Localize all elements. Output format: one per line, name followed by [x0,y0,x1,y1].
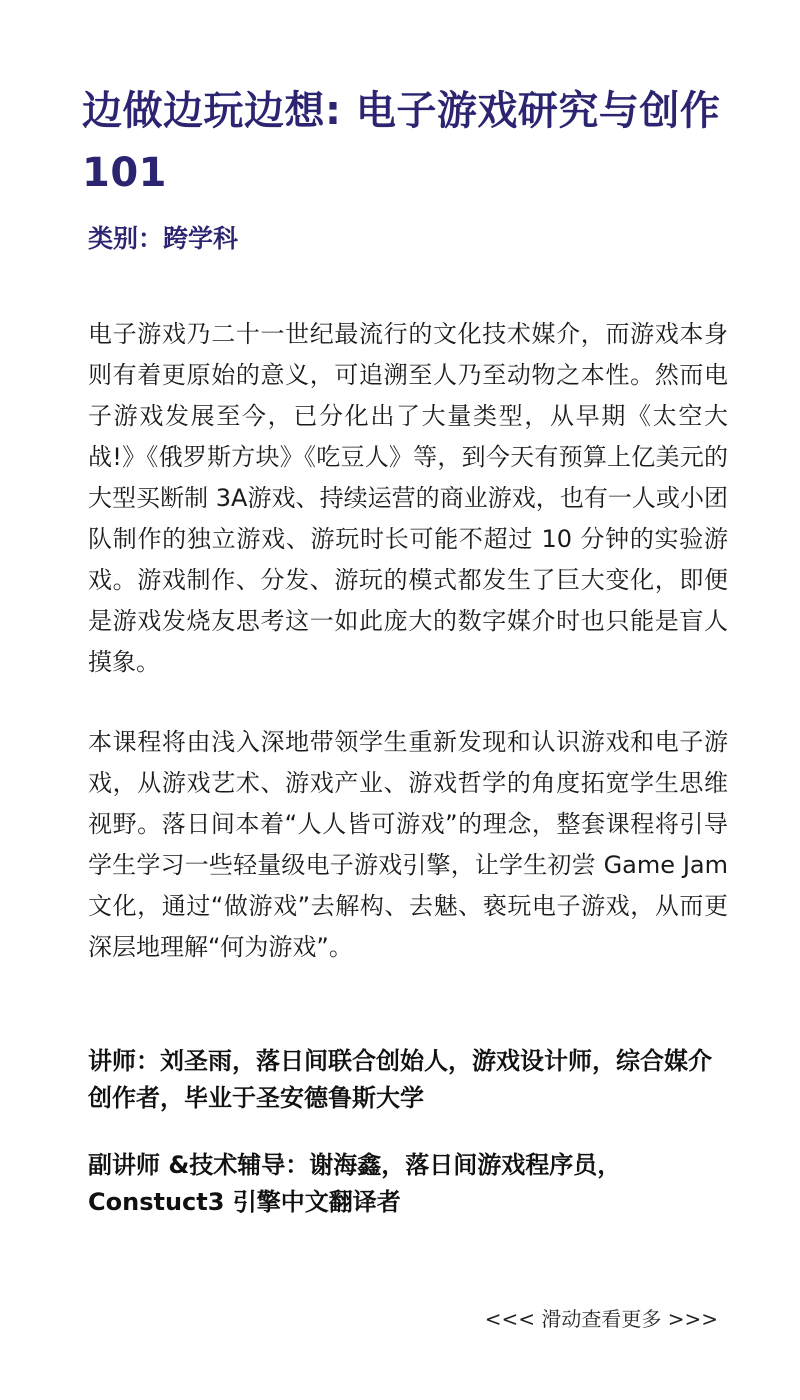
lead-instructor: 讲师：刘圣雨，落日间联合创始人，游戏设计师，综合媒介创作者，毕业于圣安德鲁斯大学 [88,1047,712,1112]
description-paragraph-2: 本课程将由浅入深地带领学生重新发现和认识游戏和电子游戏，从游戏艺术、游戏产业、游戏哲学的角度拓宽学生思维视野。落日间本着“人人皆可游戏”的理念，整套课程将引导学生学习一些轻量级电子游戏引擎，让学生初尝 Game Jam 文化，通过“做游戏”去解构、去魅、亵玩电子游戏，从而更深层地理解“何为游戏”。 [88,728,728,961]
swipe-more-hint[interactable]: <<< 滑动查看更多 >>> [484,1307,718,1331]
course-title: 边做边玩边想: 电子游戏研究与创作101 [82,88,721,196]
course-category: 类别：跨学科 [88,224,239,253]
description-paragraph-1: 电子游戏乃二十一世纪最流行的文化技术媒介，而游戏本身则有着更原始的意义，可追溯至人乃至动物之本性。然而电子游戏发展至今，已分化出了大量类型，从早期《太空大战!》《俄罗斯方块》《吃豆人》等，到今天有预算上亿美元的大型买断制 3A游戏、持续运营的商业游戏，也有一人或小团队制作的独立游戏、游玩时长可能不超过 10 分钟的实验游戏。游戏制作、分发、游玩的模式都发生了巨大变化，即便是游戏发烧友思考这一如此庞大的数字媒介时也只能是盲人摸象。 [88,320,728,676]
assistant-instructor: 副讲师 &技术辅导：谢海鑫，落日间游戏程序员，Constuct3 引擎中文翻译者 [88,1151,622,1216]
